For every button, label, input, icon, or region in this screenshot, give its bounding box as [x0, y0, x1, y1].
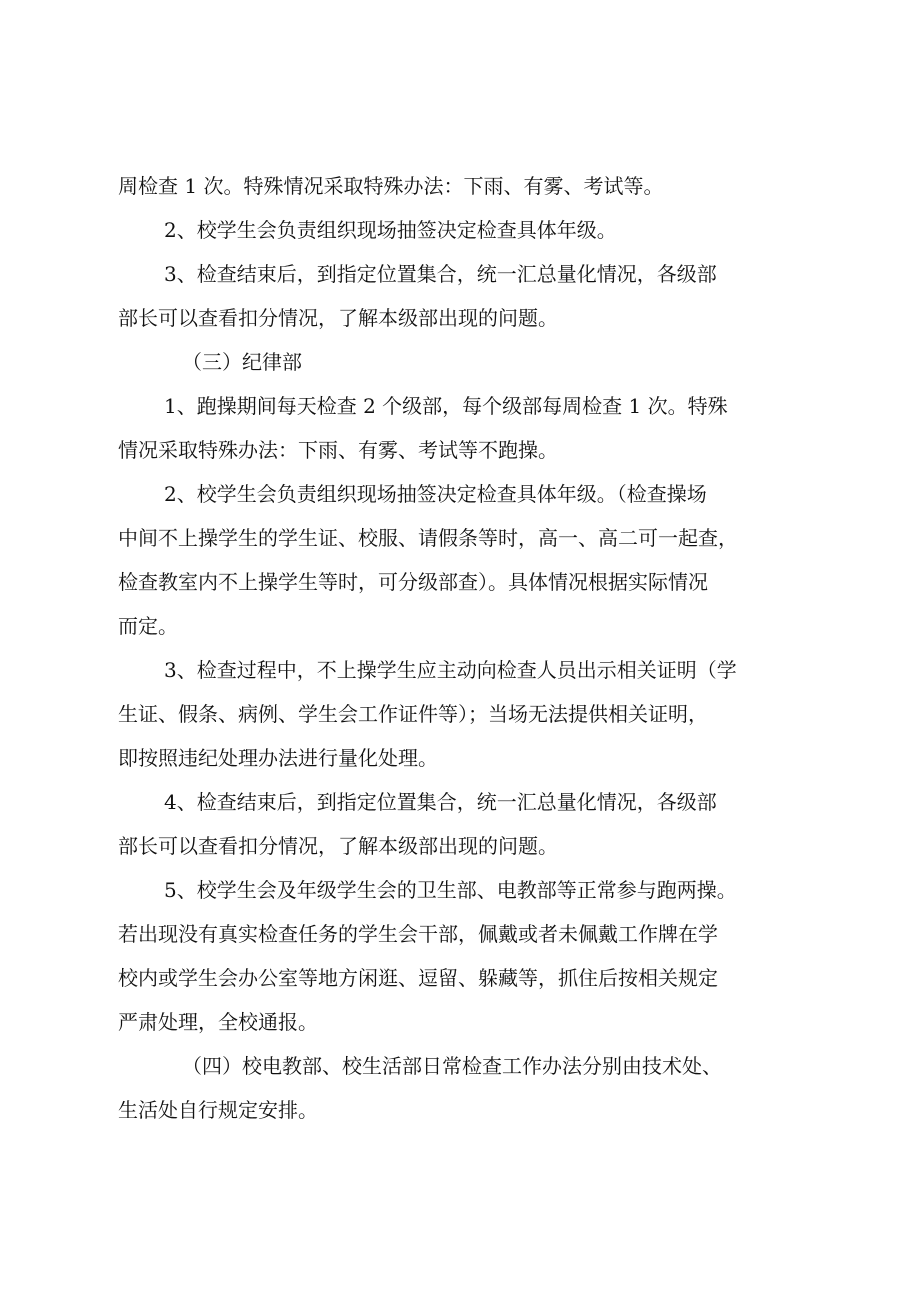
text-line: 周检查 1 次。特殊情况采取特殊办法：下雨、有雾、考试等。 — [118, 174, 664, 198]
text-line: 生证、假条、病例、学生会工作证件等）；当场无法提供相关证明， — [118, 702, 708, 726]
text-line: 情况采取特殊办法：下雨、有雾、考试等不跑操。 — [118, 438, 558, 462]
section-heading: （三）纪律部 — [182, 350, 302, 374]
text-line: 中间不上操学生的学生证、校服、请假条等时，高一、高二可一起查， — [118, 526, 738, 550]
text-line: 部长可以查看扣分情况，了解本级部出现的问题。 — [118, 306, 558, 330]
text-line: 生活处自行规定安排。 — [118, 1098, 318, 1122]
text-line: 1、跑操期间每天检查 2 个级部，每个级部每周检查 1 次。特殊 — [164, 394, 728, 418]
text-line: 严肃处理，全校通报。 — [118, 1010, 318, 1034]
text-line: 5、校学生会及年级学生会的卫生部、电教部等正常参与跑两操。 — [164, 878, 737, 902]
text-line: 即按照违纪处理办法进行量化处理。 — [118, 746, 438, 770]
text-line: 而定。 — [118, 614, 178, 638]
text-line: 2、校学生会负责组织现场抽签决定检查具体年级。 — [164, 218, 617, 242]
text-line: 若出现没有真实检查任务的学生会干部，佩戴或者未佩戴工作牌在学 — [118, 922, 718, 946]
text-line: 3、检查过程中，不上操学生应主动向检查人员出示相关证明（学 — [164, 658, 737, 682]
section-heading: （四）校电教部、校生活部日常检查工作办法分别由技术处、 — [182, 1054, 722, 1078]
text-line: 2、校学生会负责组织现场抽签决定检查具体年级。（检查操场 — [164, 482, 707, 506]
text-line: 3、检查结束后，到指定位置集合，统一汇总量化情况，各级部 — [164, 262, 717, 286]
text-line: 4、检查结束后，到指定位置集合，统一汇总量化情况，各级部 — [164, 790, 717, 814]
text-line: 校内或学生会办公室等地方闲逛、逗留、躲藏等，抓住后按相关规定 — [118, 966, 718, 990]
text-line: 检查教室内不上操学生等时，可分级部查）。具体情况根据实际情况 — [118, 570, 708, 594]
text-line: 部长可以查看扣分情况，了解本级部出现的问题。 — [118, 834, 558, 858]
document-body — [118, 164, 818, 1132]
